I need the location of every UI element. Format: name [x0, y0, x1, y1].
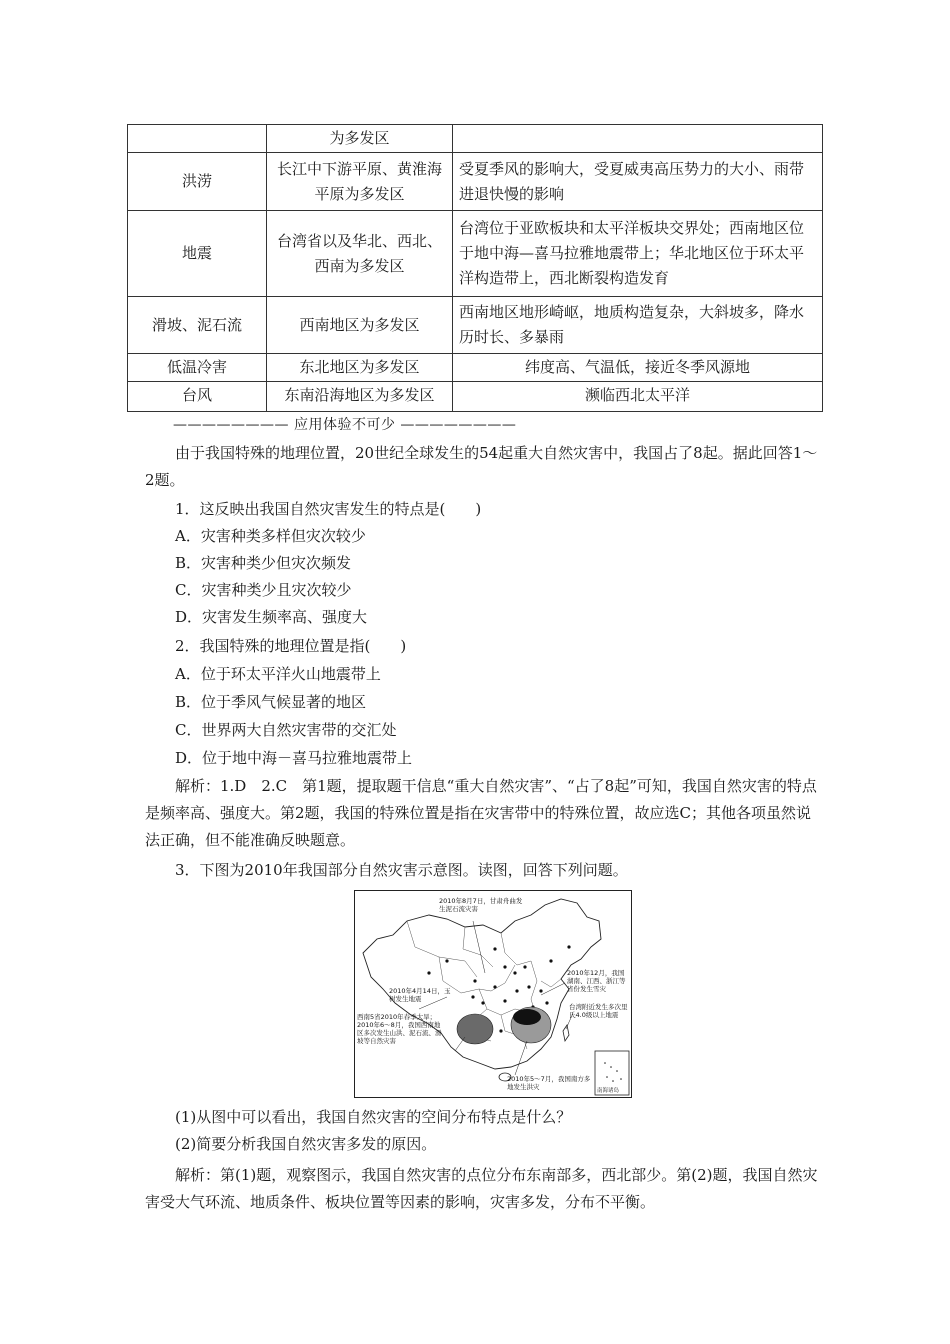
table-row	[128, 382, 823, 412]
map-label-south-flood: 2010年5～7月，我国南方多地发生洪灾	[507, 1075, 591, 1091]
table-row	[128, 354, 823, 382]
table-cell-area: 为多发区	[267, 125, 453, 153]
map-label-snow-disaster: 2010年12月，我国湖南、江西、浙江等省份发生雪灾	[567, 969, 626, 993]
question-2-option-c: C．世界两大自然灾害带的交汇处	[175, 721, 397, 739]
analysis-paragraph-3: 解析：第(1)题，观察图示，我国自然灾害的点位分布东南部多，西北部少。第(2)题，我国自然灾害受大气环流、地质条件、板块位置等因素的影响，灾害多发，分布不平衡。	[145, 1166, 818, 1211]
table-cell-area: 西南地区为多发区	[267, 297, 453, 354]
question-3-sub-1: (1)从图中可以看出，我国自然灾害的空间分布特点是什么？	[175, 1108, 572, 1126]
question-2-option-b: B．位于季风气候显著的地区	[175, 693, 367, 711]
question-1-option-c: C．灾害种类少且灾次较少	[175, 581, 352, 599]
table-cell-name: 洪涝	[128, 153, 267, 211]
table-row	[128, 125, 823, 153]
question-1-stem: 1．这反映出我国自然灾害发生的特点是( )	[175, 500, 482, 518]
map-label-yushu-earthquake: 2010年4月14日，玉树发生地震	[389, 987, 451, 1003]
table-cell-cause: 台湾位于亚欧板块和太平洋板块交界处；西南地区位于地中海—喜马拉雅地震带上；华北地区位于环太平洋构造带上，西北断裂构造发育	[453, 211, 823, 297]
table-cell-name: 台风	[128, 382, 267, 412]
analysis-paragraph-1: 解析：1.D 2.C 第1题，提取题干信息“重大自然灾害”、“占了8起”可知，我国自然灾害的特点是频率高、强度大。第2题，我国的特殊位置是指在灾害带中的特殊位置，故应选C；其他各项虽然说法正确，但不能准确反映题意。	[145, 777, 817, 849]
table-cell-name	[128, 125, 267, 153]
table-cell-cause: 纬度高、气温低，接近冬季风源地	[453, 354, 823, 382]
hazard-table	[127, 124, 823, 412]
table-cell-name: 滑坡、泥石流	[128, 297, 267, 354]
table-cell-area: 长江中下游平原、黄淮海平原为多发区	[267, 153, 453, 211]
table-cell-area: 东北地区为多发区	[267, 354, 453, 382]
table-row	[128, 297, 823, 354]
disaster-map	[354, 890, 632, 1098]
question-2-option-d: D．位于地中海－喜马拉雅地震带上	[175, 749, 413, 767]
table-cell-area: 东南沿海地区为多发区	[267, 382, 453, 412]
question-1-option-a: A．灾害种类多样但灾次较少	[175, 527, 366, 545]
table-cell-area: 台湾省以及华北、西北、西南为多发区	[267, 211, 453, 297]
question-1-option-d: D．灾害发生频率高、强度大	[175, 608, 368, 626]
table-row	[128, 153, 823, 211]
map-inset-label: 南海诸岛	[597, 1088, 620, 1094]
question-3-stem: 3．下图为2010年我国部分自然灾害示意图。读图，回答下列问题。	[175, 861, 628, 879]
table-cell-cause: 濒临西北太平洋	[453, 382, 823, 412]
map-label-taiwan-earthquake: 台湾附近发生多次里氏4.0级以上地震	[569, 1003, 628, 1019]
question-2-stem: 2．我国特殊的地理位置是指( )	[175, 637, 407, 655]
question-3-sub-2: (2)简要分析我国自然灾害多发的原因。	[175, 1135, 437, 1153]
intro-paragraph: 由于我国特殊的地理位置，20世纪全球发生的54起重大自然灾害中，我国占了8起。据此回答1～2题。	[145, 444, 818, 489]
table-cell-cause: 受夏季风的影响大，受夏威夷高压势力的大小、雨带进退快慢的影响	[453, 153, 823, 211]
table-cell-cause: 西南地区地形崎岖，地质构造复杂，大斜坡多，降水历时长、多暴雨	[453, 297, 823, 354]
table-row	[128, 211, 823, 297]
table-cell-name: 地震	[128, 211, 267, 297]
question-2-option-a: A．位于环太平洋火山地震带上	[175, 665, 381, 683]
section-divider: ———————— 应用体验不可少 ————————	[173, 417, 517, 433]
map-label-southwest-disasters: 西南5省2010年春季大旱；2010年6～8月，我国西南地区多次发生山洪、泥石流、滑坡等自然灾害	[357, 1013, 442, 1045]
map-label-gansu-debris-flow: 2010年8月7日，甘肃舟曲发生泥石流灾害	[439, 897, 523, 913]
table-cell-cause	[453, 125, 823, 153]
question-1-option-b: B．灾害种类少但灾次频发	[175, 554, 352, 572]
table-cell-name: 低温冷害	[128, 354, 267, 382]
